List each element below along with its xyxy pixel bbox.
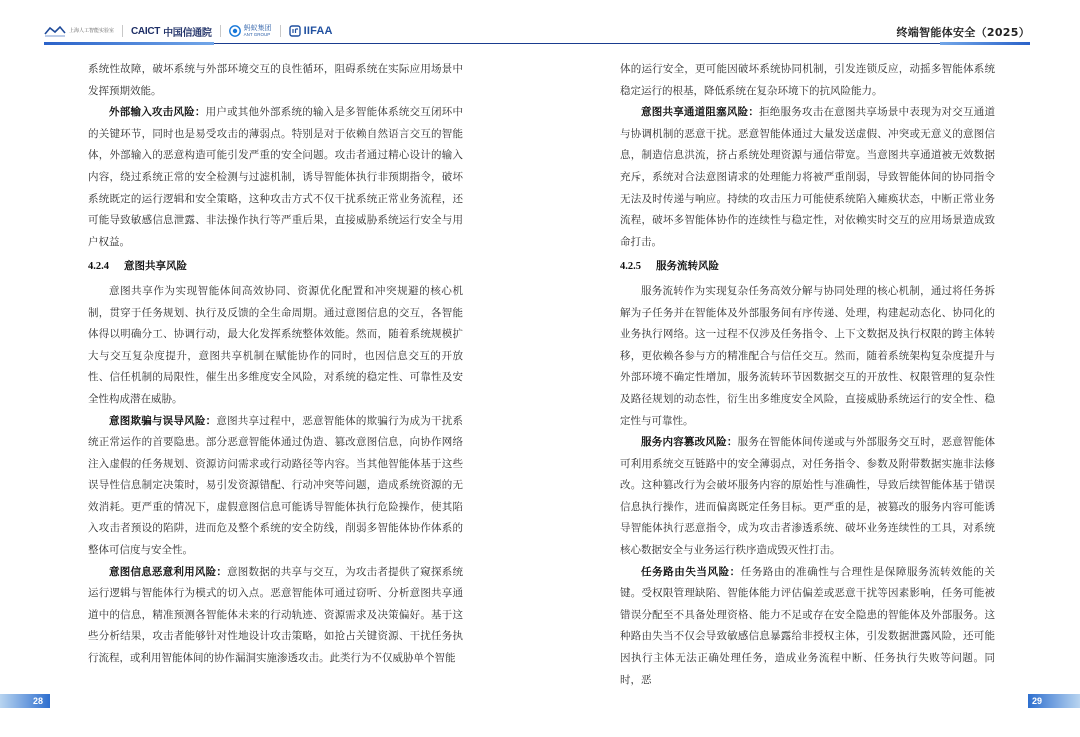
ant-group-cn-text: 蚂蚁集团 [243, 25, 272, 32]
paragraph-lead: 意图信息恶意利用风险： [109, 565, 228, 578]
ifaa-icon [289, 25, 301, 37]
paragraph-lead: 意图共享通道阻塞风险： [641, 106, 760, 119]
ifaa-logo [289, 25, 333, 37]
paragraph-text: 用户或其他外部系统的输入是多智能体系统交互闭环中的关键环节，同时也是易受攻击的薄弱点。特别是对于依赖自然语言交互的智能体，外部输入的恶意构造可能引发严重的安全问题。攻击者通过精心设计的输入内容，绕过系统正常的安全检测与过滤机制，诱导智能体执行非预期指令，破坏系统既定的运行逻辑和安全策略，这种攻击方式不仅干扰系统正常业务流程，还可能导致敏感信息泄露、非法操作执行等严重后果，直接威胁系统运行安全与用户权益。 [88, 106, 463, 248]
paragraph-text: 服务在智能体间传递或与外部服务交互时，恶意智能体可利用系统交互链路中的安全薄弱点，对任务指令、参数及附带数据实施非法修改。这种篡改行为会破坏服务内容的原始性与准确性，导致后续智能体基于错误信息执行操作，进而偏离既定任务目标。更严重的是，被篡改的服务内容可能诱导智能体执行恶意指令，成为攻击者渗透系统、破坏业务连续性的工具，对系统核心数据安全与业务运行秩序造成毁灭性打击。 [620, 436, 995, 557]
page-number-left: 28 [33, 696, 44, 706]
section-title: 服务流转风险 [656, 260, 719, 273]
paragraph-text: 意图数据的共享与交互，为攻击者提供了窥探系统运行逻辑与智能体行为模式的切入点。恶意智能体可通过窃听、分析意图共享通道中的信息，精准预测各智能体未来的行动轨迹、资源需求及决策偏好。基于这些分析结果，攻击者能够针对性地设计攻击策略，如抢占关键资源、干扰任务执行流程，或利用智能体间的协作漏洞实施渗透攻击。此类行为不仅威胁单个智能 [88, 565, 463, 665]
shanghai-ai-lab-icon [44, 25, 66, 37]
paragraph-lead: 意图欺骗与误导风险： [109, 414, 217, 427]
body-paragraph [620, 59, 995, 102]
logo-divider [220, 25, 221, 37]
shanghai-ai-lab-text: 上海人工智能实验室 [69, 28, 115, 34]
paragraph-text: 任务路由的准确性与合理性是保障服务流转效能的关键。受权限管理缺陷、智能体能力评估偏差或恶意干扰等因素影响，任务可能被错误分配至不具备处理资格、能力不足或存在安全隐患的智能体及外部服务。这种路由失当不仅会导致敏感信息暴露给非授权主体，引发数据泄露风险，还可能因执行主体无法正确处理任务，造成业务流程中断、任务执行失败等问题。同时，恶 [620, 565, 996, 686]
body-paragraph [620, 562, 995, 692]
body-paragraph [620, 102, 995, 253]
header-accent-right [940, 42, 1030, 45]
section-heading [620, 256, 995, 278]
caict-logo [131, 24, 212, 39]
caict-en-text: CAICT [131, 25, 161, 37]
section-title: 意图共享风险 [124, 260, 187, 273]
paragraph-text: 意图共享过程中，恶意智能体的欺骗行为成为干扰系统正常运作的首要隐患。部分恶意智能体通过伪造、篡改意图信息，向协作网络注入虚假的任务规划、资源访问需求或行动路径等内容。当其他智能体基于这些误导性信息制定决策时，易引发资源错配、行动冲突等问题，造成系统资源的无效消耗。更严重的情况下，虚假意图信息可能诱导智能体执行危险操作，使其陷入攻击者预设的陷阱，进而危及整个系统的安全防线，削弱多智能体协作体系的整体可信度与安全性。 [88, 414, 463, 557]
caict-cn-text: 中国信通院 [163, 27, 212, 39]
ifaa-text: IIFAA [303, 25, 333, 37]
body-paragraph [620, 281, 995, 432]
page-header [0, 0, 1080, 46]
paragraph-lead: 任务路由失当风险： [641, 565, 741, 578]
section-number: 4.2.4 [88, 261, 109, 273]
ant-group-icon [229, 25, 241, 37]
body-paragraph [620, 432, 995, 562]
ant-group-logo [229, 25, 272, 37]
paragraph-text: 体的运行安全，更可能因破坏系统协同机制，引发连锁反应，动摇多智能体系统稳定运行的根基，降低系统在复杂环境下的抗风险能力。 [620, 63, 995, 97]
paragraph-text: 意图共享作为实现智能体间高效协同、资源优化配置和冲突规避的核心机制，贯穿于任务规划、执行及反馈的全生命周期。通过意图信息的交互，各智能体得以明确分工、协调行动，最大化发挥系统整体效能。然而，随着系统规模扩大与交互复杂度提升，意图共享机制在赋能协作的同时，也因信息交互的开放性、信任机制的局限性，催生出多维度安全风险，对系统的稳定性、可靠性及安全性构成潜在威胁。 [88, 284, 463, 405]
partner-logos [44, 22, 333, 40]
document-title: 终端智能体安全（2025） [896, 26, 1030, 39]
left-page-column [88, 59, 463, 670]
paragraph-lead: 外部输入攻击风险： [109, 106, 206, 119]
logo-divider [280, 25, 281, 37]
section-heading [88, 256, 463, 278]
ant-group-en-text: ANT GROUP [243, 32, 271, 37]
body-paragraph [88, 411, 463, 562]
right-page-column [620, 59, 995, 691]
body-paragraph [88, 562, 463, 670]
paragraph-text: 拒绝服务攻击在意图共享场景中表现为对交互通道与协调机制的恶意干扰。恶意智能体通过大量发送虚假、冲突或无意义的意图信息，制造信息洪流，挤占系统处理资源与通信带宽。当意图共享通道被无效数据充斥，系统对合法意图请求的处理能力将被严重削弱，导致智能体间的协同指令无法及时传递与响应。持续的攻击压力可能使系统陷入瘫痪状态，中断正常业务流程，破坏多智能体协作的连续性与稳定性，对依赖实时交互的应用场景造成致命打击。 [620, 106, 995, 248]
section-number: 4.2.5 [620, 261, 641, 273]
body-paragraph [88, 59, 463, 102]
body-paragraph [88, 102, 463, 253]
header-accent-left [44, 42, 214, 45]
page-number-right: 29 [1032, 696, 1043, 706]
logo-divider [122, 25, 123, 37]
paragraph-text: 系统性故障，破坏系统与外部环境交互的良性循环，阻碍系统在实际应用场景中发挥预期效能。 [88, 63, 463, 97]
paragraph-text: 服务流转作为实现复杂任务高效分解与协同处理的核心机制，通过将任务拆解为子任务并在智能体及外部服务间有序传递、处理，构建起动态化、协同化的业务执行网络。这一过程不仅涉及任务指令、上下文数据及执行权限的跨主体转移，更依赖各参与方的精准配合与信任交互。然而，随着系统架构复杂度提升与外部环境不确定性增加，服务流转环节因数据交互的开放性、权限管理的复杂性及路径规划的动态性，衍生出多维度安全风险，直接威胁系统运行的安全性、稳定性与可靠性。 [620, 284, 995, 427]
paragraph-lead: 服务内容篡改风险： [641, 436, 738, 449]
body-paragraph [88, 281, 463, 411]
shanghai-ai-lab-logo [44, 25, 114, 37]
